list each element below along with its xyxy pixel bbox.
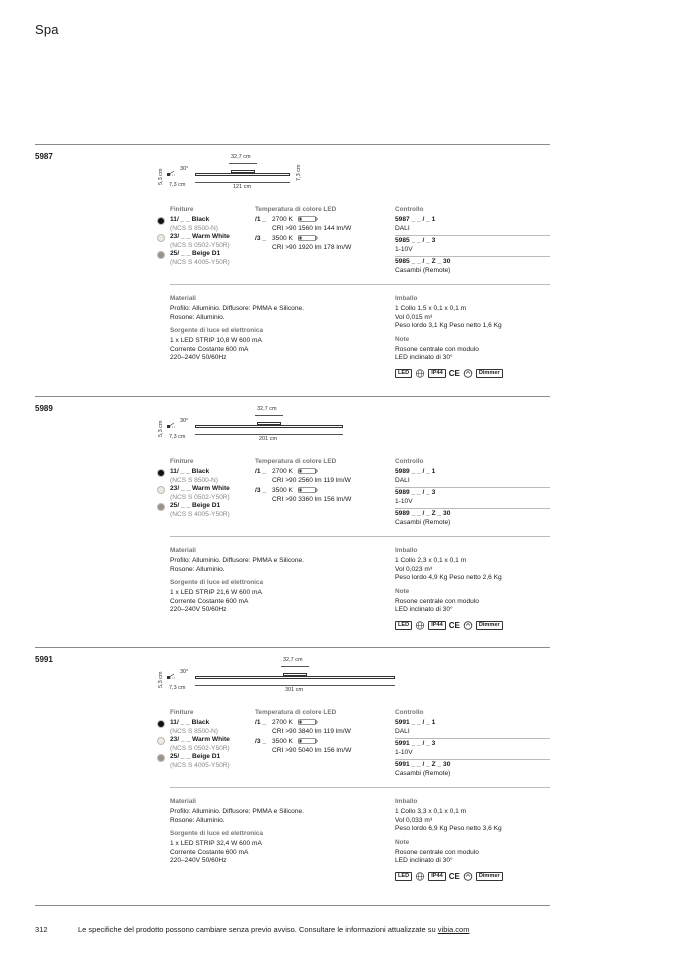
control-code: 5991 _ _ / _ 1 (395, 719, 436, 726)
control-desc: 1-10V (395, 245, 413, 253)
temp-code: /3 _ (255, 487, 266, 495)
control-desc: Casambi (Remote) (395, 769, 451, 777)
control-column (395, 206, 550, 278)
note-line-2: LED inclinato di 30° (395, 857, 453, 865)
dimension-drawing (155, 403, 315, 443)
length-label: 201 cm (259, 436, 278, 442)
finish-code: 11/ _ _ Black (170, 468, 210, 475)
packaging-volume: Vol 0,023 m³ (395, 565, 433, 573)
led-strip-icon (298, 235, 318, 241)
dimmer-badge: Dimmer (476, 872, 503, 881)
module-dimension-line (255, 415, 283, 416)
finish-option[interactable] (170, 719, 260, 736)
ip44-badge: IP44 (428, 369, 446, 378)
info-divider (170, 284, 550, 285)
materials-text-2: Rosone: Alluminio. (170, 816, 225, 824)
temp-spec: CRI >90 1560 lm 144 lm/W (272, 224, 352, 232)
finish-ncs: (NCS S 4005-Y50R) (170, 258, 230, 266)
temp-spec: CRI >90 5040 lm 156 lm/W (272, 746, 352, 754)
temp-kelvin: 2700 K (272, 468, 293, 475)
control-code: 5985 _ _ / _ 3 (395, 237, 436, 245)
packaging-column (395, 798, 550, 881)
dimmer-badge: Dimmer (476, 369, 503, 378)
height-dimension: 5,3 cm (158, 420, 164, 437)
ce-mark: CE (448, 620, 460, 630)
dimmer-badge: Dimmer (476, 621, 503, 630)
temperature-option[interactable] (255, 235, 390, 252)
finish-option[interactable] (170, 502, 260, 519)
light-source-strip: 1 x LED STRIP 32,4 W 600 mA (170, 840, 262, 848)
lamp-profile (195, 425, 343, 428)
temp-kelvin: 3500 K (272, 235, 293, 243)
control-option[interactable] (395, 718, 550, 739)
note-line-2: LED inclinato di 30° (395, 354, 453, 362)
finish-swatch (157, 234, 165, 242)
dimmable-globe-icon (415, 621, 425, 630)
finish-swatch (157, 503, 165, 511)
finish-code: 25/ _ _ Beige D1 (170, 753, 221, 761)
control-desc: DALI (395, 476, 410, 484)
control-desc: Casambi (Remote) (395, 518, 451, 526)
finish-ncs: (NCS S 0502-Y50R) (170, 493, 230, 501)
finish-option[interactable] (170, 250, 260, 267)
packaging-column (395, 295, 550, 378)
control-column (395, 458, 550, 530)
recycle-icon (463, 621, 473, 630)
finish-option[interactable] (170, 736, 260, 753)
finish-swatch (157, 737, 165, 745)
footer-disclaimer-text: Le specifiche del prodotto possono cambiare senza previo avviso. Consultare le informazioni attualizzate su (78, 925, 436, 934)
certification-badges (395, 369, 550, 378)
control-code: 5989 _ _ / _ 3 (395, 489, 436, 497)
control-code: 5989 _ _ / _ 1 (395, 468, 436, 475)
materials-column (170, 547, 380, 615)
light-source-voltage: 220–240V 50/60Hz (170, 857, 227, 865)
finish-swatch (157, 469, 165, 477)
materials-label: Materiali (170, 798, 196, 805)
materials-text: Profilo: Alluminio. Diffusore: PMMA e Silicone. (170, 808, 305, 815)
certification-badges (395, 872, 550, 881)
finish-swatch (157, 754, 165, 762)
temp-code: /1 _ (255, 719, 266, 726)
module-dimension-line (229, 163, 257, 164)
temp-spec: CRI >90 3360 lm 156 lm/W (272, 495, 352, 503)
led-badge: LED (395, 621, 412, 630)
led-badge: LED (395, 369, 412, 378)
central-rose (257, 422, 281, 425)
product-divider (35, 396, 550, 397)
recycle-icon (463, 369, 473, 378)
finish-option[interactable] (170, 233, 260, 250)
note-line-1: Rosone centrale con modulo (395, 597, 479, 605)
light-source-voltage: 220–240V 50/60Hz (170, 606, 227, 614)
light-source-voltage: 220–240V 50/60Hz (170, 354, 227, 362)
ip44-badge: IP44 (428, 621, 446, 630)
control-code: 5989 _ _ / _ Z _ 30 (395, 510, 451, 518)
length-label: 301 cm (285, 687, 304, 693)
length-label: 121 cm (233, 184, 252, 190)
packaging-size: 1 Collo 3,3 x 0,1 x 0,1 m (395, 808, 467, 815)
control-desc: DALI (395, 224, 410, 232)
length-dimension-line (195, 685, 395, 686)
footer-divider (35, 905, 550, 906)
packaging-weight: Peso lordo 4,9 Kg Peso netto 2,6 Kg (395, 574, 502, 582)
led-strip-icon (298, 487, 318, 493)
ip44-badge: IP44 (428, 872, 446, 881)
led-strip-icon (298, 719, 318, 725)
lamp-profile (195, 173, 290, 176)
depth-dimension: 7,3 cm (169, 685, 186, 691)
finish-swatch (157, 720, 165, 728)
temperature-option[interactable] (255, 468, 390, 485)
materials-text: Profilo: Alluminio. Diffusore: PMMA e Silicone. (170, 557, 305, 564)
packaging-weight: Peso lordo 6,9 Kg Peso netto 3,6 Kg (395, 825, 502, 833)
materials-text-2: Rosone: Alluminio. (170, 313, 225, 321)
packaging-label: Imballo (395, 798, 418, 805)
light-source-current: Corrente Costante 600 mA (170, 345, 249, 353)
angle-label: 30° (180, 418, 189, 424)
certification-badges (395, 621, 550, 630)
control-option[interactable] (395, 215, 550, 236)
control-option[interactable] (395, 257, 550, 277)
finish-option[interactable] (170, 216, 260, 233)
info-divider (170, 536, 550, 537)
control-label: Controllo (395, 206, 424, 213)
temp-kelvin: 2700 K (272, 719, 293, 726)
control-desc: 1-10V (395, 497, 413, 505)
light-source-label: Sorgente di luce ed elettronica (170, 830, 264, 838)
product-code: 5987 (35, 152, 53, 161)
note-line-2: LED inclinato di 30° (395, 606, 453, 614)
page-number: 312 (35, 925, 48, 934)
control-desc: Casambi (Remote) (395, 266, 451, 274)
height-dimension: 5,3 cm (158, 671, 164, 688)
light-source-current: Corrente Costante 600 mA (170, 848, 249, 856)
materials-label: Materiali (170, 295, 196, 302)
length-dimension-line (195, 182, 290, 183)
finish-code: 23/ _ _ Warm White (170, 736, 230, 744)
color-temp-label: Temperatura di colore LED (255, 458, 337, 465)
temp-code: /3 _ (255, 738, 266, 746)
recycle-icon (463, 872, 473, 881)
control-code: 5991 _ _ / _ 3 (395, 740, 436, 748)
temp-spec: CRI >90 2560 lm 119 lm/W (272, 476, 351, 484)
finishes-column (170, 709, 260, 771)
angle-label: 30° (180, 166, 189, 172)
footer-disclaimer (78, 925, 469, 934)
packaging-volume: Vol 0,033 m³ (395, 816, 433, 824)
finish-ncs: (NCS S 8500-N) (170, 224, 219, 232)
dimension-drawing (155, 654, 315, 694)
led-badge: LED (395, 872, 412, 881)
packaging-label: Imballo (395, 295, 418, 302)
control-option[interactable] (395, 509, 550, 529)
packaging-column (395, 547, 550, 630)
dimmable-globe-icon (415, 872, 425, 881)
depth-dimension: 7,3 cm (169, 434, 186, 440)
temperature-option[interactable] (255, 216, 390, 233)
packaging-volume: Vol 0,015 m³ (395, 313, 433, 321)
light-source-strip: 1 x LED STRIP 21,6 W 600 mA (170, 589, 262, 597)
finish-code: 23/ _ _ Warm White (170, 485, 230, 493)
control-label: Controllo (395, 709, 424, 716)
module-dimension-line (281, 666, 309, 667)
temp-code: /1 _ (255, 216, 266, 223)
finish-swatch (157, 217, 165, 225)
dimension-drawing (155, 151, 315, 191)
materials-column (170, 295, 380, 363)
finish-ncs: (NCS S 0502-Y50R) (170, 744, 230, 752)
control-desc: 1-10V (395, 748, 413, 756)
tilt-angle-icon (167, 169, 177, 177)
module-length-label: 32,7 cm (283, 657, 303, 663)
tilt-angle-icon (167, 672, 177, 680)
materials-text: Profilo: Alluminio. Diffusore: PMMA e Silicone. (170, 305, 305, 312)
control-code: 5985 _ _ / _ Z _ 30 (395, 258, 451, 266)
finish-ncs: (NCS S 0502-Y50R) (170, 241, 230, 249)
notes-label: Note (395, 587, 410, 595)
control-desc: DALI (395, 727, 410, 735)
length-dimension-line (195, 434, 343, 435)
materials-text-2: Rosone: Alluminio. (170, 565, 225, 573)
page-title: Spa (35, 22, 59, 37)
temperature-option[interactable] (255, 738, 390, 755)
control-code: 5987 _ _ / _ 1 (395, 216, 436, 223)
module-length-label: 32,7 cm (231, 154, 251, 160)
product-code: 5989 (35, 404, 53, 413)
temp-spec: CRI >90 3840 lm 119 lm/W (272, 727, 351, 735)
info-divider (170, 787, 550, 788)
control-option[interactable] (395, 467, 550, 488)
temperature-option[interactable] (255, 487, 390, 504)
product-code: 5991 (35, 655, 53, 664)
central-rose (231, 170, 255, 173)
central-rose (283, 673, 307, 676)
product-block-5987 (35, 144, 550, 384)
control-option[interactable] (395, 739, 550, 760)
product-divider (35, 647, 550, 648)
side-height-dimension: 7,3 cm (296, 164, 302, 181)
light-source-label: Sorgente di luce ed elettronica (170, 579, 264, 587)
finish-option[interactable] (170, 753, 260, 770)
finish-ncs: (NCS S 8500-N) (170, 476, 219, 484)
angle-label: 30° (180, 669, 189, 675)
finish-swatch (157, 251, 165, 259)
finishes-label: Finiture (170, 206, 194, 213)
control-code: 5991 _ _ / _ Z _ 30 (395, 761, 451, 769)
led-strip-icon (298, 468, 318, 474)
finish-ncs: (NCS S 4005-Y50R) (170, 510, 230, 518)
finish-ncs: (NCS S 4005-Y50R) (170, 761, 230, 769)
control-label: Controllo (395, 458, 424, 465)
control-option[interactable] (395, 760, 550, 780)
control-option[interactable] (395, 236, 550, 257)
packaging-weight: Peso lordo 3,1 Kg Peso netto 1,6 Kg (395, 322, 502, 330)
finish-option[interactable] (170, 468, 260, 485)
finish-swatch (157, 486, 165, 494)
finish-code: 23/ _ _ Warm White (170, 233, 230, 241)
notes-label: Note (395, 335, 410, 343)
depth-dimension: 7,3 cm (169, 182, 186, 188)
color-temperature-column (255, 206, 390, 254)
dimmable-globe-icon (415, 369, 425, 378)
product-block-5991 (35, 647, 550, 887)
light-source-current: Corrente Costante 600 mA (170, 597, 249, 605)
temp-code: /3 _ (255, 235, 266, 243)
materials-column (170, 798, 380, 866)
packaging-size: 1 Collo 1,5 x 0,1 x 0,1 m (395, 305, 467, 312)
vibia-link[interactable]: vibia.com (437, 925, 470, 934)
finish-ncs: (NCS S 8500-N) (170, 727, 219, 735)
materials-label: Materiali (170, 547, 196, 554)
tilt-angle-icon (167, 421, 177, 429)
note-line-1: Rosone centrale con modulo (395, 345, 479, 353)
temp-kelvin: 2700 K (272, 216, 293, 223)
color-temperature-column (255, 458, 390, 506)
light-source-strip: 1 x LED STRIP 10,8 W 600 mA (170, 337, 262, 345)
finish-code: 25/ _ _ Beige D1 (170, 502, 221, 510)
finish-code: 11/ _ _ Black (170, 719, 210, 726)
color-temp-label: Temperatura di colore LED (255, 206, 337, 213)
led-strip-icon (298, 738, 318, 744)
product-divider (35, 144, 550, 145)
finishes-label: Finiture (170, 458, 194, 465)
finishes-column (170, 206, 260, 268)
packaging-label: Imballo (395, 547, 418, 554)
finish-code: 25/ _ _ Beige D1 (170, 250, 221, 258)
temp-kelvin: 3500 K (272, 487, 293, 495)
finishes-column (170, 458, 260, 520)
color-temp-label: Temperatura di colore LED (255, 709, 337, 716)
temp-kelvin: 3500 K (272, 738, 293, 746)
module-length-label: 32,7 cm (257, 406, 277, 412)
ce-mark: CE (448, 871, 460, 881)
finishes-label: Finiture (170, 709, 194, 716)
lamp-profile (195, 676, 395, 679)
notes-label: Note (395, 838, 410, 846)
note-line-1: Rosone centrale con modulo (395, 848, 479, 856)
control-column (395, 709, 550, 781)
control-option[interactable] (395, 488, 550, 509)
packaging-size: 1 Collo 2,3 x 0,1 x 0,1 m (395, 557, 467, 564)
led-strip-icon (298, 216, 318, 222)
light-source-label: Sorgente di luce ed elettronica (170, 327, 264, 335)
height-dimension: 5,3 cm (158, 168, 164, 185)
finish-code: 11/ _ _ Black (170, 216, 210, 223)
finish-option[interactable] (170, 485, 260, 502)
temp-code: /1 _ (255, 468, 266, 475)
temperature-option[interactable] (255, 719, 390, 736)
temp-spec: CRI >90 1920 lm 178 lm/W (272, 243, 352, 251)
color-temperature-column (255, 709, 390, 757)
ce-mark: CE (448, 368, 460, 378)
product-block-5989 (35, 396, 550, 636)
